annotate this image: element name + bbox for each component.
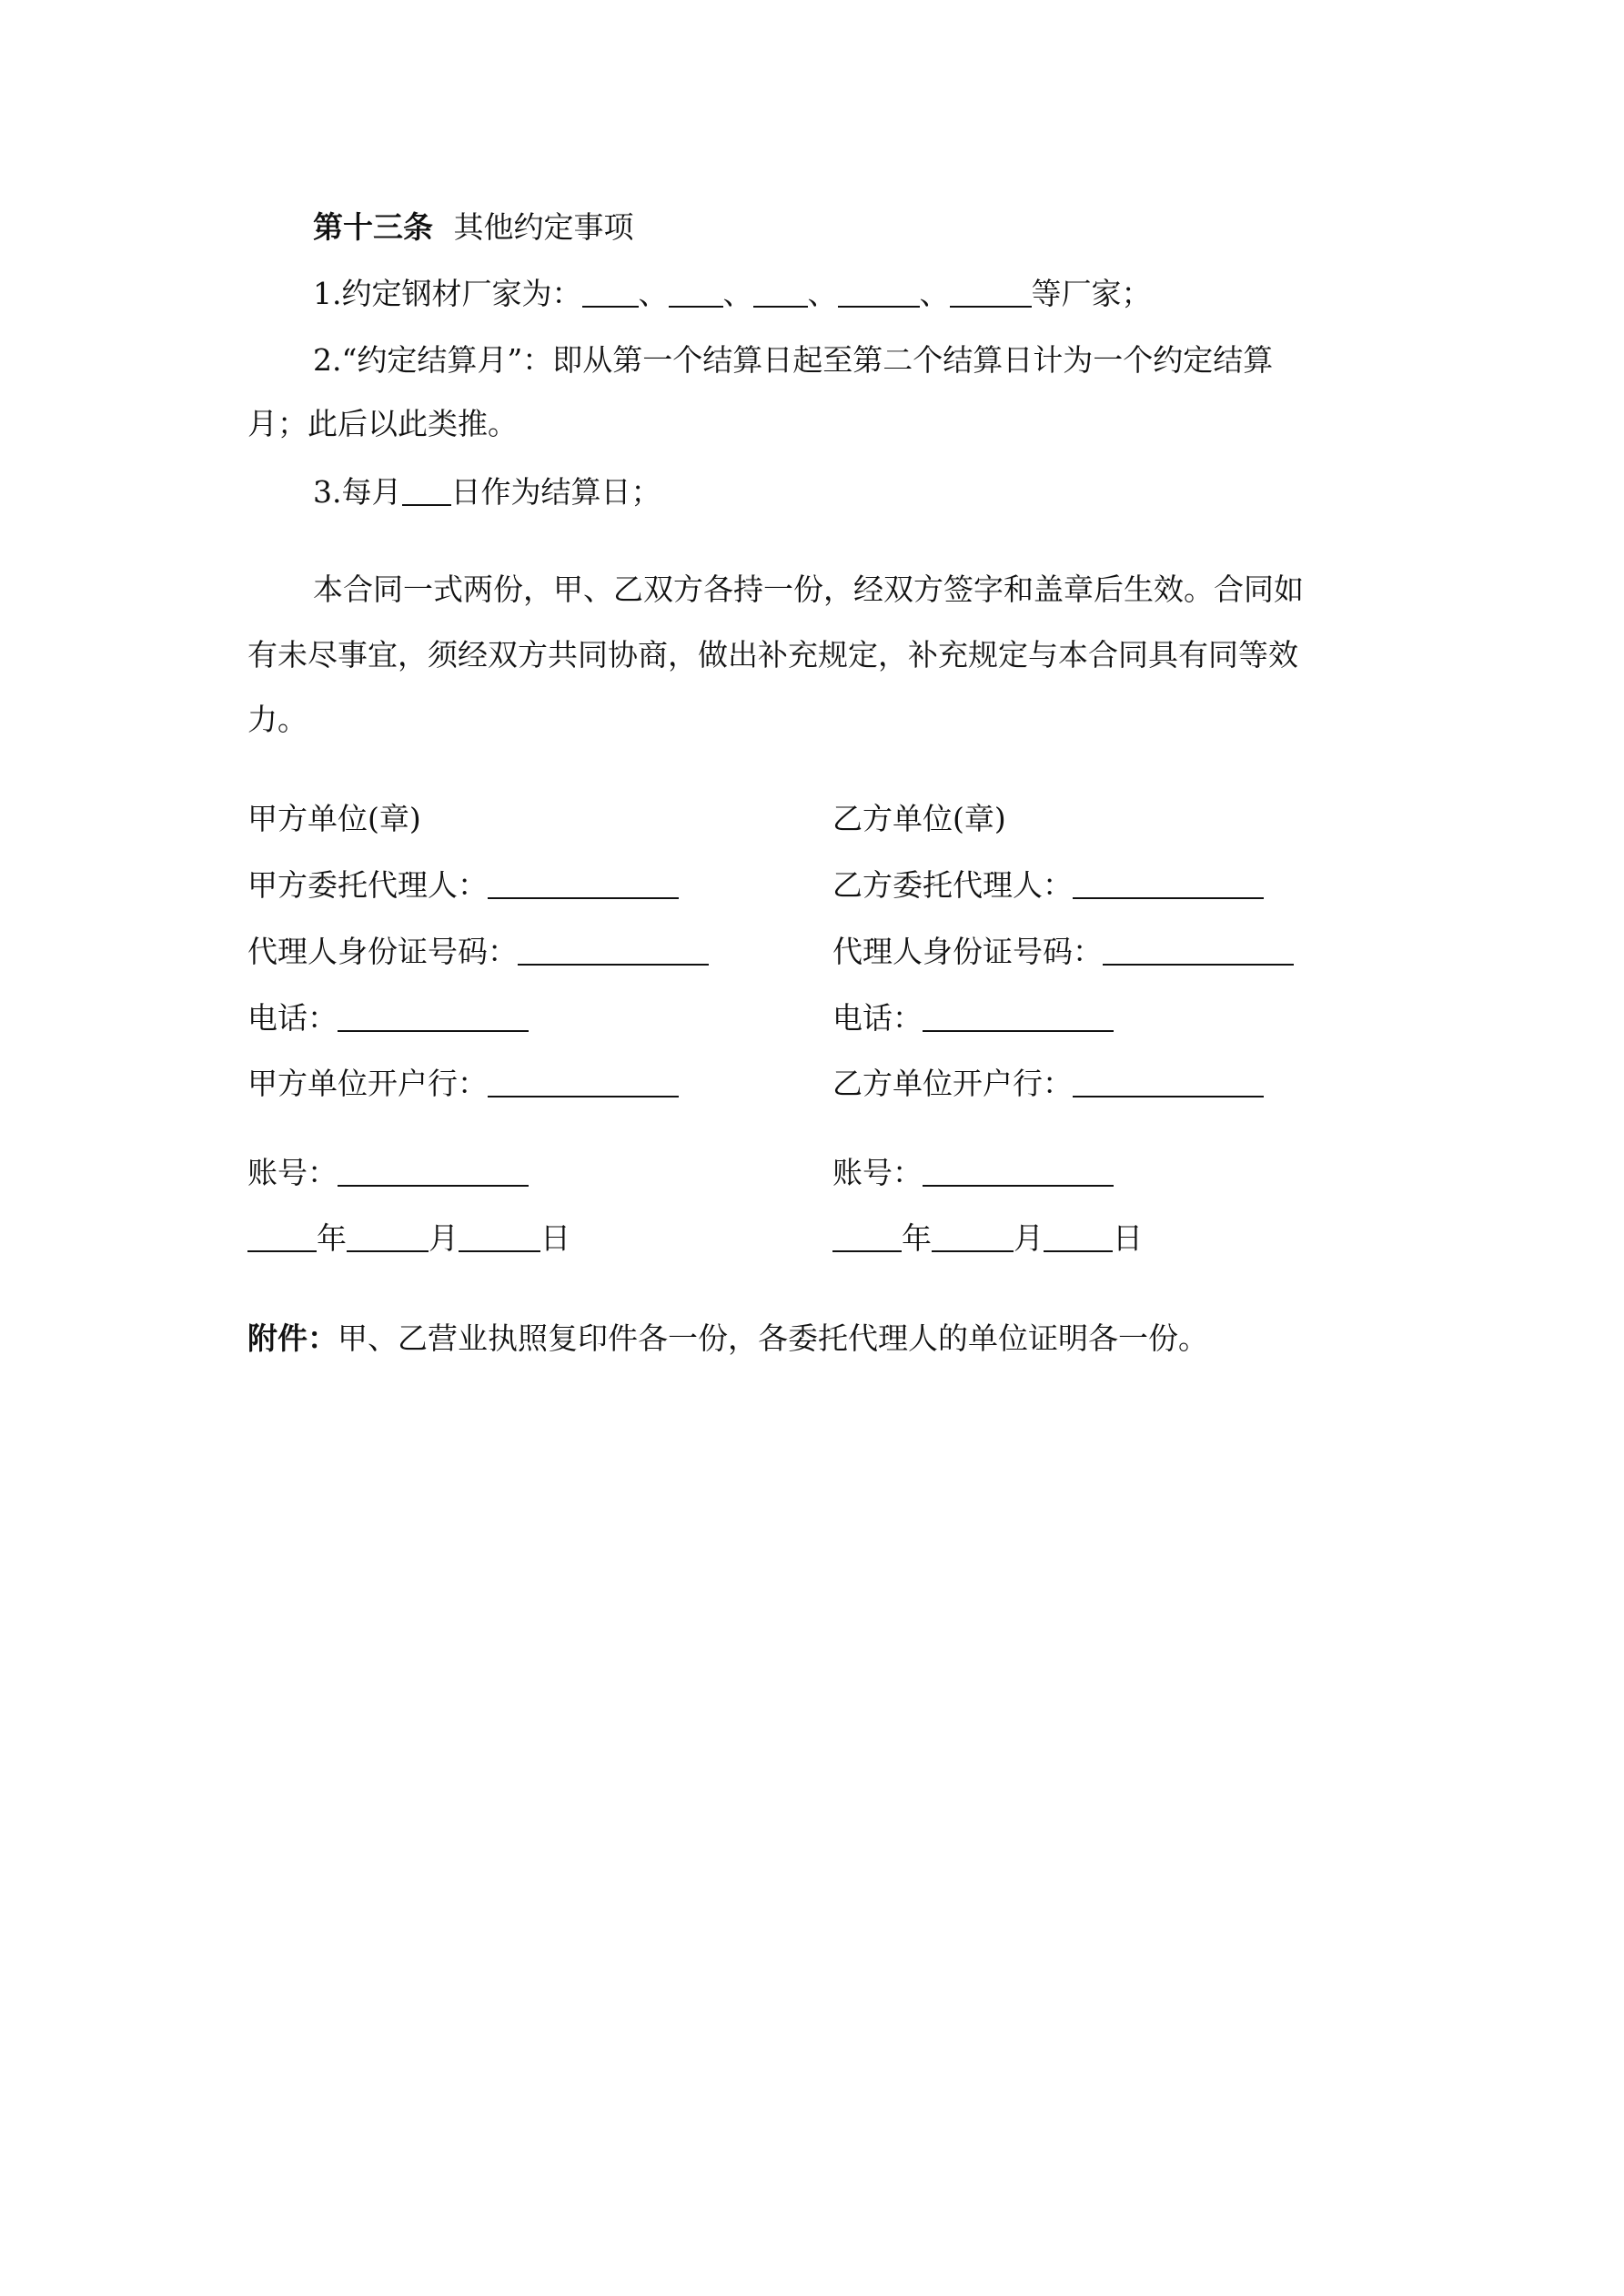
article-heading [313,209,634,246]
item-1-prefix: 1.约定钢材厂家为： [313,276,582,311]
item-3-prefix: 3.每月 [313,474,402,510]
party-a-agent-row [247,867,679,904]
party-b-date-row [832,1220,1143,1257]
party-a-phone-row [247,1000,529,1037]
party-b-id-blank[interactable] [1103,936,1294,966]
party-a-agent-blank[interactable] [488,870,679,899]
party-b-day-label: 日 [1113,1220,1143,1256]
item-1 [313,276,1152,312]
party-a-account-blank[interactable] [338,1158,529,1187]
closing-line-3: 力。 [247,702,308,737]
party-a-month-blank[interactable] [347,1223,429,1252]
party-b-bank-label: 乙方单位开户行： [832,1066,1073,1101]
party-a-day-blank[interactable] [459,1223,540,1252]
party-b-bank-row [832,1066,1264,1102]
manufacturer-blank-2[interactable] [669,278,723,308]
item-1-separator: 、 [722,276,753,311]
party-a-id-blank[interactable] [518,936,709,966]
party-a-bank-blank[interactable] [488,1068,679,1097]
party-a-year-label: 年 [317,1220,347,1256]
manufacturer-blank-4[interactable] [838,278,920,308]
party-b-id-label: 代理人身份证号码： [832,934,1103,969]
manufacturer-blank-1[interactable] [582,278,639,308]
party-b-phone-label: 电话： [832,1000,923,1036]
party-a-phone-label: 电话： [247,1000,338,1036]
party-a-month-label: 月 [429,1220,459,1256]
party-b-month-blank[interactable] [932,1223,1014,1252]
party-b-year-label: 年 [902,1220,932,1256]
party-b-phone-blank[interactable] [923,1003,1114,1032]
manufacturer-blank-5[interactable] [950,278,1032,308]
party-a-id-label: 代理人身份证号码： [247,934,518,969]
settlement-day-blank[interactable] [402,477,451,506]
article-number: 第十三条 [313,209,433,245]
party-b-bank-blank[interactable] [1073,1068,1264,1097]
party-b-account-label: 账号： [832,1155,923,1190]
party-a-bank-row [247,1066,679,1102]
party-b-phone-row [832,1000,1114,1037]
item-1-suffix: 等厂家； [1031,276,1152,311]
party-b-unit: 乙方单位(章) [832,801,1006,836]
article-title: 其他约定事项 [453,209,634,245]
party-a-unit: 甲方单位(章) [247,801,421,836]
item-3-suffix: 日作为结算日； [450,474,661,510]
party-b-agent-blank[interactable] [1073,870,1264,899]
party-a-phone-blank[interactable] [338,1003,529,1032]
party-a-day-label: 日 [540,1220,570,1256]
item-1-separator: 、 [807,276,838,311]
party-a-bank-label: 甲方单位开户行： [247,1066,488,1101]
attachment-line [247,1320,1208,1357]
item-2-line-2: 月；此后以此类推。 [247,406,518,441]
item-2-line-1: 2.“约定结算月”：即从第一个结算日起至第二个结算日计为一个约定结算 [313,342,1274,378]
party-b-month-label: 月 [1014,1220,1044,1256]
party-b-agent-label: 乙方委托代理人： [832,867,1073,903]
party-b-year-blank[interactable] [832,1223,902,1252]
party-a-id-row [247,934,709,970]
party-a-year-blank[interactable] [247,1223,317,1252]
party-a-account-row [247,1155,529,1191]
item-1-separator: 、 [638,276,669,311]
item-1-separator: 、 [919,276,950,311]
attachment-text: 甲、乙营业执照复印件各一份，各委托代理人的单位证明各一份。 [338,1320,1208,1356]
party-b-agent-row [832,867,1264,904]
party-b-account-blank[interactable] [923,1158,1114,1187]
item-3 [313,474,661,511]
party-a-account-label: 账号： [247,1155,338,1190]
attachment-label: 附件： [247,1320,338,1356]
party-b-id-row [832,934,1294,970]
closing-line-2: 有未尽事宜，须经双方共同协商，做出补充规定，补充规定与本合同具有同等效 [247,637,1298,673]
manufacturer-blank-3[interactable] [753,278,808,308]
party-b-day-blank[interactable] [1044,1223,1113,1252]
party-a-date-row [247,1220,570,1257]
party-b-account-row [832,1155,1114,1191]
party-a-agent-label: 甲方委托代理人： [247,867,488,903]
closing-line-1: 本合同一式两份，甲、乙双方各持一份，经双方签字和盖章后生效。合同如 [313,571,1304,607]
